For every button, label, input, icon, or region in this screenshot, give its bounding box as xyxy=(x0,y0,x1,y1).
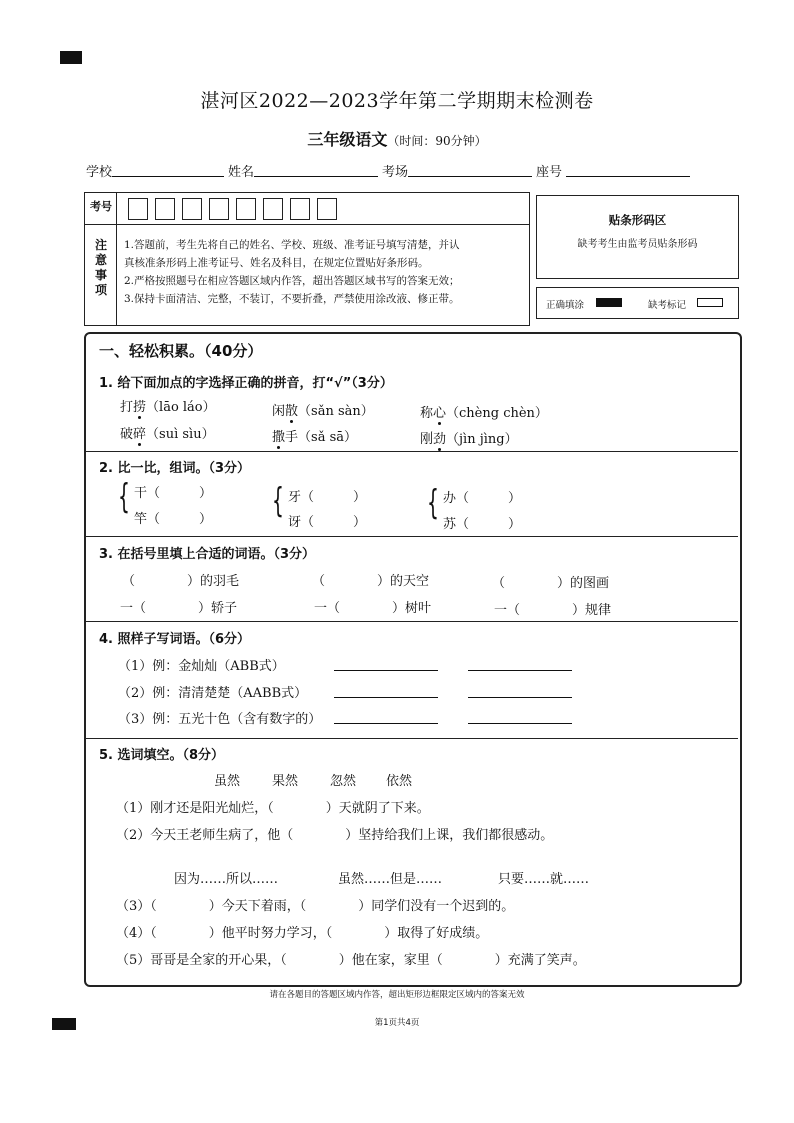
notice-line: 2.严格按照题号在相应答题区域内作答，超出答题区域书写的答案无效； xyxy=(124,275,460,287)
fill-phrase: 一（ ）树叶 xyxy=(314,601,432,616)
correct-fill-swatch xyxy=(596,298,622,307)
question-divider xyxy=(86,536,738,537)
example-item: （2）例：清清楚楚（AABB式） xyxy=(118,686,308,701)
exam-room-field[interactable] xyxy=(408,176,532,177)
fill-sentence: （2）今天王老师生病了，他（ ）坚持给我们上课，我们都很感动。 xyxy=(116,828,554,843)
exam-number-digit[interactable] xyxy=(182,198,202,220)
pinyin-item: 称心（chèng chèn） xyxy=(420,406,548,421)
fill-phrase: 一（ ）轿子 xyxy=(120,601,238,616)
brace-icon: { xyxy=(118,477,130,517)
exam-subtitle xyxy=(0,127,794,150)
pinyin-item: 破碎（suì sìu） xyxy=(120,427,215,442)
brace-icon: { xyxy=(272,481,284,521)
exam-number-digit[interactable] xyxy=(290,198,310,220)
fill-phrase: 一（ ）规律 xyxy=(494,603,612,618)
pinyin-item: 打捞（lāo láo） xyxy=(120,400,216,415)
compare-char: 苏（ ） xyxy=(443,517,522,532)
question-divider xyxy=(86,621,738,622)
notice-label: 注 意 事 项 xyxy=(94,238,107,297)
word-choice: 虽然……但是…… xyxy=(338,872,443,887)
exam-number-digit[interactable] xyxy=(128,198,148,220)
compare-char: 干（ ） xyxy=(134,486,213,501)
brace-icon: { xyxy=(427,483,439,523)
name-field[interactable] xyxy=(254,176,378,177)
fill-sentence: （3）（ ）今天下着雨，（ ）同学们没有一个迟到的。 xyxy=(116,899,515,914)
notice-line: 1.答题前，考生先将自己的姓名、学校、班级、准考证号填写清楚，并认 xyxy=(124,239,460,251)
pinyin-item: 闲散（sǎn sàn） xyxy=(272,404,374,419)
question-divider xyxy=(86,738,738,739)
notice-line: 3.保持卡面清洁、完整，不装订，不要折叠，严禁使用涂改液、修正带。 xyxy=(124,293,460,305)
answer-line[interactable] xyxy=(468,697,572,698)
question-3-title: 3. 在括号里填上合适的词语。（3分） xyxy=(99,547,316,562)
exam-number-label: 考号 xyxy=(90,200,112,213)
absent-mark-checkbox[interactable] xyxy=(697,298,723,307)
correct-fill-label: 正确填涂 xyxy=(546,300,585,311)
compare-char: 牙（ ） xyxy=(288,490,367,505)
answer-line[interactable] xyxy=(468,670,572,671)
exam-title: 湛河区2022—2023学年第二学期期末检测卷 xyxy=(200,90,594,112)
barcode-title: 贴条形码区 xyxy=(608,213,667,227)
name-label: 姓名 xyxy=(228,165,255,180)
exam-number-digit[interactable] xyxy=(317,198,337,220)
question-5-title: 5. 选词填空。（8分） xyxy=(99,748,225,763)
compare-char: 办（ ） xyxy=(443,491,522,506)
example-item: （1）例：金灿灿（ABB式） xyxy=(118,659,285,674)
fill-phrase: （ ）的图画 xyxy=(492,576,610,591)
word-choice: 虽然 xyxy=(214,774,241,789)
word-choice: 果然 xyxy=(272,774,299,789)
question-1-title: 1. 给下面加点的字选择正确的拼音，打“√”（3分） xyxy=(99,376,393,391)
school-label: 学校 xyxy=(86,165,113,180)
question-2-title: 2. 比一比，组词。（3分） xyxy=(99,461,251,476)
word-choice: 依然 xyxy=(386,774,413,789)
fill-sentence: （4）（ ）他平时努力学习，（ ）取得了好成绩。 xyxy=(116,926,489,941)
answer-line[interactable] xyxy=(468,723,572,724)
notice-list xyxy=(124,236,524,308)
fill-sentence: （5）哥哥是全家的开心果，（ ）他在家，家里（ ）充满了笑声。 xyxy=(116,953,586,968)
seat-field[interactable] xyxy=(566,176,690,177)
question-divider xyxy=(86,451,738,452)
barcode-subtitle: 缺考考生由监考员贴条形码 xyxy=(577,239,698,250)
exam-room-label: 考场 xyxy=(382,165,409,180)
subject-grade: 三年级语文 xyxy=(307,130,388,149)
notice-line: 真核准条形码上准考证号、姓名及科目，在规定位置贴好条形码。 xyxy=(124,257,429,269)
answer-line[interactable] xyxy=(334,670,438,671)
label-column-divider xyxy=(116,192,117,326)
section-title: 一、轻松积累。（40分） xyxy=(99,342,263,360)
answer-line[interactable] xyxy=(334,723,438,724)
question-4-title: 4. 照样子写词语。（6分） xyxy=(99,632,251,647)
exam-number-divider xyxy=(84,224,530,225)
exam-number-digit[interactable] xyxy=(155,198,175,220)
exam-number-digit[interactable] xyxy=(263,198,283,220)
compare-char: 讶（ ） xyxy=(288,515,367,530)
exam-number-digit[interactable] xyxy=(209,198,229,220)
exam-number-digit[interactable] xyxy=(236,198,256,220)
fill-sentence: （1）刚才还是阳光灿烂，（ ）天就阴了下来。 xyxy=(116,801,430,816)
absent-mark-label: 缺考标记 xyxy=(648,300,687,311)
exam-time: （时间：90分钟） xyxy=(387,134,487,148)
answer-line[interactable] xyxy=(334,697,438,698)
fill-phrase: （ ）的羽毛 xyxy=(122,574,240,589)
pinyin-item: 撒手（sǎ sā） xyxy=(272,430,358,445)
footer-note: 请在各题目的答题区域内作答，超出矩形边框限定区域内的答案无效 xyxy=(269,990,525,1000)
school-field[interactable] xyxy=(112,176,224,177)
word-choice: 因为……所以…… xyxy=(174,872,279,887)
corner-marker-top xyxy=(60,51,82,64)
pinyin-item: 刚劲（jìn jìng） xyxy=(420,432,518,447)
word-choice: 只要……就…… xyxy=(498,872,590,887)
example-item: （3）例：五光十色（含有数字的） xyxy=(118,712,322,727)
compare-char: 竿（ ） xyxy=(134,512,213,527)
word-choice: 忽然 xyxy=(330,774,357,789)
seat-label: 座号 xyxy=(536,165,563,180)
fill-phrase: （ ）的天空 xyxy=(312,574,430,589)
page-number: 第1页共4页 xyxy=(374,1018,420,1028)
